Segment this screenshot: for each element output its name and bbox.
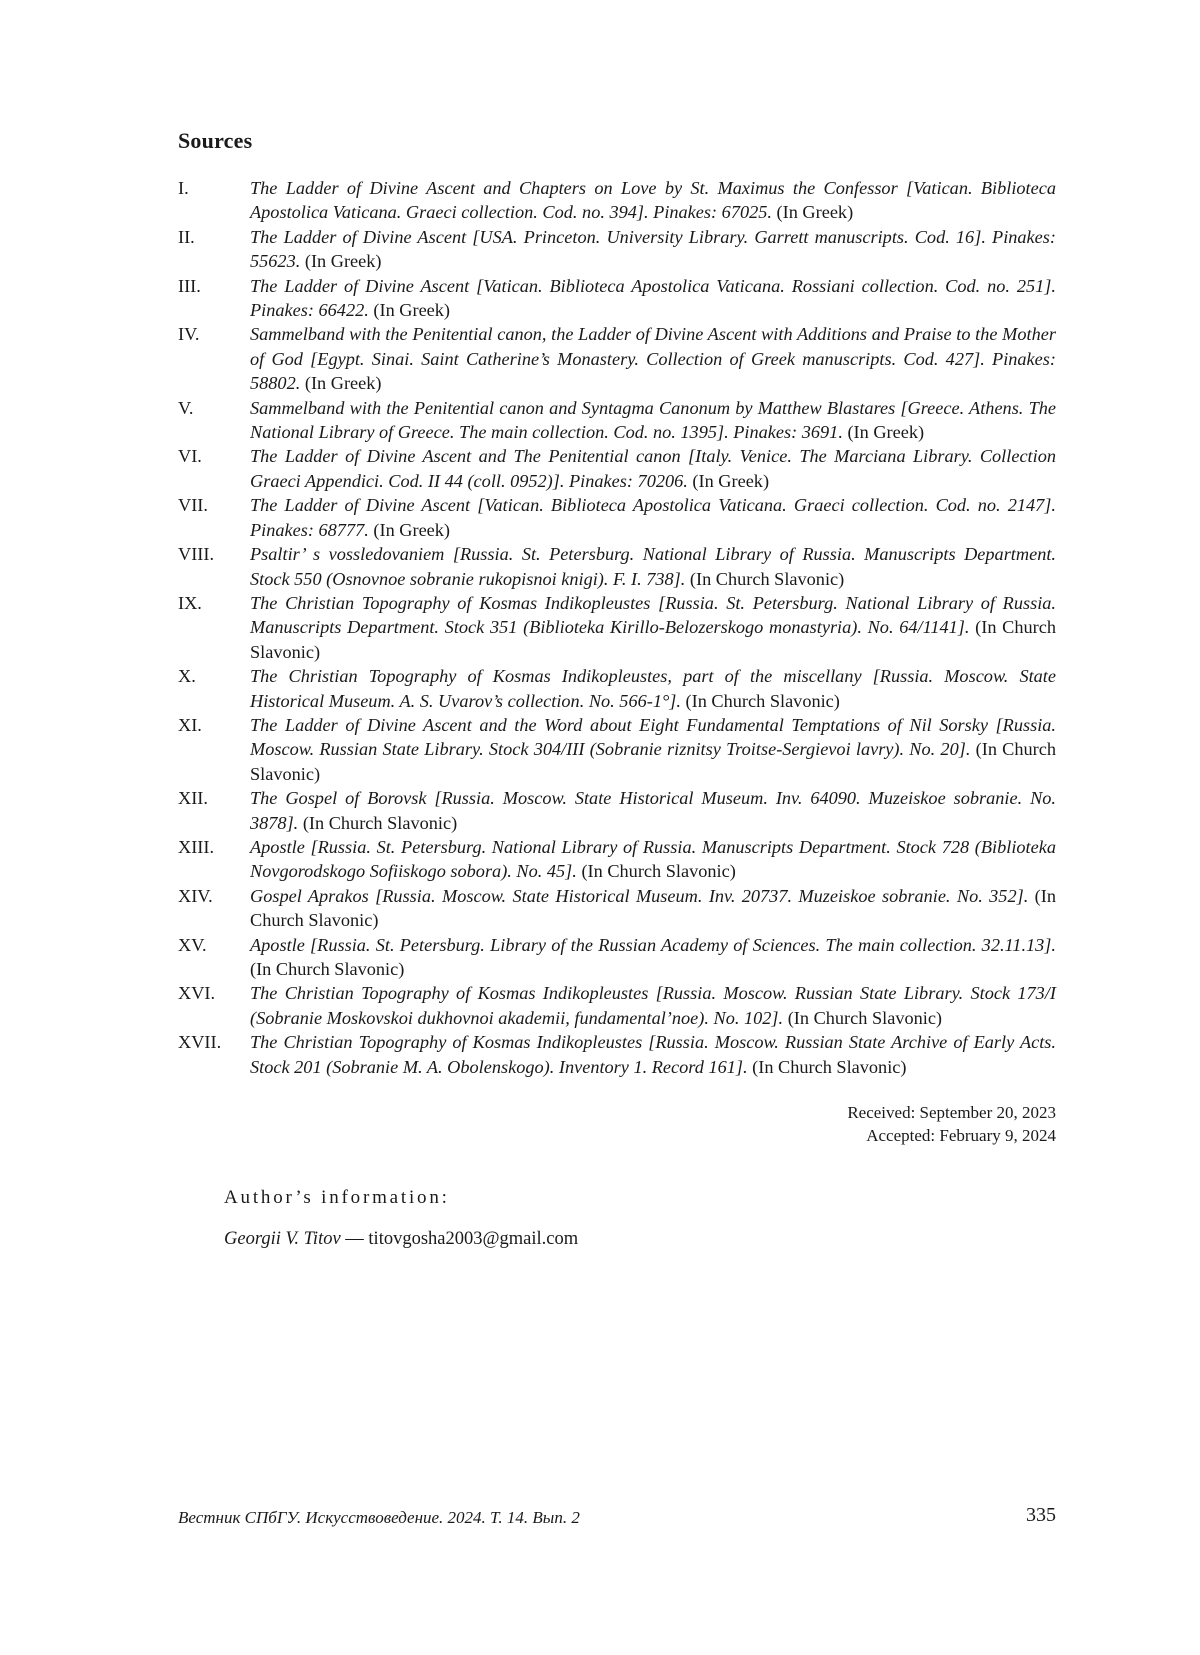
author-info-heading: Author’s information: bbox=[224, 1187, 450, 1208]
source-text bbox=[250, 542, 1056, 591]
accepted-date: Accepted: February 9, 2024 bbox=[866, 1126, 1056, 1145]
source-text bbox=[250, 713, 1056, 786]
source-entry bbox=[178, 274, 1056, 323]
source-language: (In Church Slavonic) bbox=[250, 959, 405, 979]
source-text bbox=[250, 274, 1056, 323]
source-number: XI. bbox=[178, 714, 202, 735]
source-text bbox=[250, 664, 1056, 713]
source-title: The Ladder of Divine Ascent [USA. Princeton. University Library. Garrett manuscripts. Cod. 16]. Pinakes: 55623. bbox=[250, 226, 1056, 272]
source-text bbox=[250, 493, 1056, 542]
source-entry bbox=[178, 493, 1056, 542]
source-title: Apostle [Russia. St. Petersburg. National Library of Russia. Manuscripts Department. Stock 728 (Biblioteka Novgorodskogo Sofiiskogo sobora). No. 45]. bbox=[250, 836, 1056, 882]
author-name: Georgii V. Titov bbox=[224, 1229, 341, 1249]
source-number: X. bbox=[178, 666, 196, 687]
source-text bbox=[250, 225, 1056, 274]
source-text bbox=[250, 835, 1056, 884]
source-entry bbox=[178, 176, 1056, 225]
source-text bbox=[250, 1030, 1056, 1079]
source-title: The Christian Topography of Kosmas Indikopleustes [Russia. Moscow. Russian State Library. Stock 173/I (Sobranie Moskovskoi dukhovnoi akademii, fundamental’noe). No. 102]. bbox=[250, 983, 1056, 1028]
source-title: The Christian Topography of Kosmas Indikopleustes [Russia. Moscow. Russian State Archive of Early Acts. Stock 201 (Sobranie M. A. Obolenskogo). Inventory 1. Record 161]. bbox=[250, 1032, 1056, 1077]
source-number: XIII. bbox=[178, 836, 215, 857]
source-entry bbox=[178, 542, 1056, 591]
source-entry bbox=[178, 322, 1056, 395]
source-title: The Christian Topography of Kosmas Indikopleustes [Russia. St. Petersburg. National Library of Russia. Manuscripts Department. Stock 351 (Biblioteka Kirillo-Belozerskogo monastyria). No. 64/1141]. bbox=[250, 592, 1056, 638]
source-text bbox=[250, 444, 1056, 493]
source-language: (In Greek) bbox=[692, 470, 770, 491]
source-title: Gospel Aprakos [Russia. Moscow. State Historical Museum. Inv. 20737. Muzeiskoe sobranie. No. 352]. bbox=[250, 885, 1029, 906]
source-number: V. bbox=[178, 397, 194, 418]
source-entry bbox=[178, 225, 1056, 274]
author-email[interactable]: titovgosha2003@gmail.com bbox=[368, 1229, 579, 1249]
source-title: Sammelband with the Penitential canon and Syntagma Canonum by Matthew Blastares [Greece. Athens. The National Library of Greece. The main collection. Cod. no. 1395]. Pinakes: 3691. bbox=[250, 397, 1056, 443]
source-title: Psaltir’ s vossledovaniem [Russia. St. Petersburg. National Library of Russia. Manuscripts Department. Stock 550 (Osnovnoe sobranie rukopisnoi knigi). F. I. 738]. bbox=[250, 544, 1056, 589]
source-title: Sammelband with the Penitential canon, the Ladder of Divine Ascent with Additions and Praise to the Mother of God [Egypt. Sinai. Saint Catherine’s Monastery. Collection of Greek manuscripts. Cod. 427]. Pinakes: 58802. bbox=[250, 324, 1056, 394]
source-language: (In Greek) bbox=[373, 300, 451, 321]
source-entry bbox=[178, 591, 1056, 664]
source-number: XII. bbox=[178, 788, 208, 809]
author-separator: — bbox=[340, 1229, 369, 1249]
source-language: (In Greek) bbox=[373, 519, 451, 540]
source-text bbox=[250, 981, 1056, 1030]
source-text bbox=[250, 322, 1056, 395]
source-number: II. bbox=[178, 226, 195, 247]
author-line bbox=[224, 1229, 578, 1250]
source-language: (In Church Slavonic) bbox=[752, 1056, 907, 1077]
source-entry bbox=[178, 786, 1056, 835]
article-dates bbox=[700, 1101, 1056, 1147]
source-language: (In Greek) bbox=[304, 373, 382, 394]
source-number: XIV. bbox=[178, 885, 213, 906]
source-language: (In Church Slavonic) bbox=[250, 739, 1056, 784]
source-title: The Ladder of Divine Ascent [Vatican. Biblioteca Apostolica Vaticana. Graeci collection. Cod. no. 2147]. Pinakes: 68777. bbox=[250, 495, 1056, 540]
source-language: (In Greek) bbox=[847, 422, 925, 443]
source-entry bbox=[178, 981, 1056, 1030]
source-number: IX. bbox=[178, 592, 202, 613]
source-language: (In Greek) bbox=[776, 202, 854, 223]
source-number: VII. bbox=[178, 495, 208, 516]
source-title: The Gospel of Borovsk [Russia. Moscow. State Historical Museum. Inv. 64090. Muzeiskoe sobranie. No. 3878]. bbox=[250, 788, 1056, 833]
source-language: (In Church Slavonic) bbox=[581, 861, 736, 882]
sources-heading: Sources bbox=[178, 128, 253, 153]
footer-journal-title: Вестник СПбГУ. Искусствоведение. 2024. Т. 14. Вып. 2 bbox=[178, 1508, 580, 1527]
source-entry bbox=[178, 444, 1056, 493]
source-entry bbox=[178, 713, 1056, 786]
source-title: The Christian Topography of Kosmas Indikopleustes, part of the miscellany [Russia. Moscow. State Historical Museum. A. S. Uvarov’s collection. No. 566-1°]. bbox=[250, 666, 1056, 711]
source-entry bbox=[178, 933, 1056, 982]
source-number: III. bbox=[178, 275, 201, 296]
source-number: XV. bbox=[178, 934, 207, 955]
source-number: VIII. bbox=[178, 544, 215, 565]
source-title: The Ladder of Divine Ascent and The Penitential canon [Italy. Venice. The Marciana Library. Collection Graeci Appendici. Cod. II 44 (coll. 0952)]. Pinakes: 70206. bbox=[250, 446, 1056, 491]
source-text bbox=[250, 933, 1056, 982]
source-text bbox=[250, 176, 1056, 225]
source-text bbox=[250, 884, 1056, 933]
source-entry bbox=[178, 396, 1056, 445]
source-number: I. bbox=[178, 178, 189, 198]
source-text bbox=[250, 396, 1056, 445]
source-entry bbox=[178, 835, 1056, 884]
source-text bbox=[250, 786, 1056, 835]
source-language: (In Church Slavonic) bbox=[250, 885, 1056, 931]
source-entry bbox=[178, 664, 1056, 713]
source-language: (In Church Slavonic) bbox=[689, 568, 845, 589]
source-language: (In Church Slavonic) bbox=[302, 812, 458, 833]
source-title: Apostle [Russia. St. Petersburg. Library of the Russian Academy of Sciences. The main collection. 32.11.13]. bbox=[250, 934, 1056, 955]
source-number: XVII. bbox=[178, 1032, 222, 1053]
source-language: (In Church Slavonic) bbox=[250, 617, 1056, 662]
sources-list bbox=[178, 176, 1056, 1079]
source-language: (In Church Slavonic) bbox=[787, 1007, 943, 1028]
source-language: (In Church Slavonic) bbox=[685, 690, 840, 711]
source-entry bbox=[178, 884, 1056, 933]
source-title: The Ladder of Divine Ascent [Vatican. Biblioteca Apostolica Vaticana. Rossiani collection. Cod. no. 251]. Pinakes: 66422. bbox=[250, 275, 1056, 321]
source-title: The Ladder of Divine Ascent and Chapters on Love by St. Maximus the Confessor [Vatican. Biblioteca Apostolica Vaticana. Graeci collection. Cod. no. 394]. Pinakes: 67025. bbox=[250, 178, 1056, 223]
page-number: 335 bbox=[1026, 1504, 1056, 1526]
source-language: (In Greek) bbox=[304, 251, 382, 272]
received-date: Received: September 20, 2023 bbox=[847, 1103, 1056, 1122]
source-number: XVI. bbox=[178, 983, 216, 1004]
source-number: IV. bbox=[178, 324, 200, 345]
source-text bbox=[250, 591, 1056, 664]
source-entry bbox=[178, 1030, 1056, 1079]
source-title: The Ladder of Divine Ascent and the Word about Eight Fundamental Temptations of Nil Sorsky [Russia. Moscow. Russian State Library. Stock 304/III (Sobranie riznitsy Troitse-Sergievoi lavry). No. 20]. bbox=[250, 714, 1056, 760]
source-number: VI. bbox=[178, 446, 202, 467]
